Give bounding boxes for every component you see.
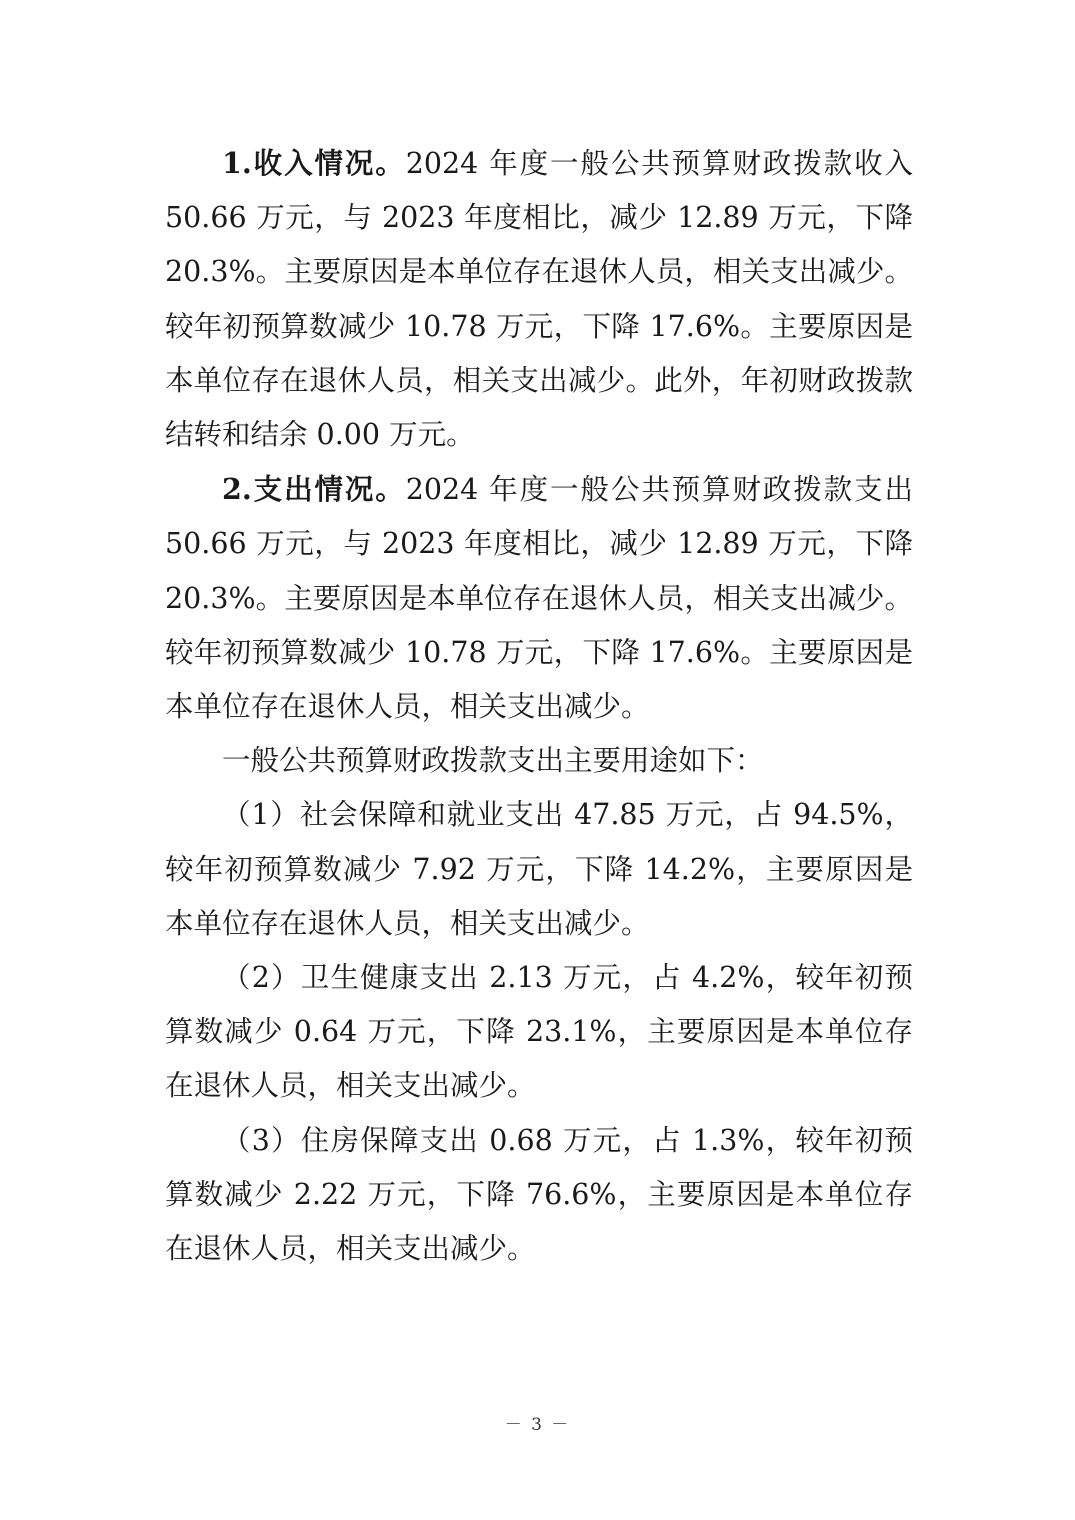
paragraph-lead: 2.支出情况。 xyxy=(222,472,406,507)
paragraph-social-security xyxy=(165,788,913,951)
paragraph-health xyxy=(165,951,913,1114)
paragraph-text: （2）卫生健康支出 2.13 万元，占 4.2%，较年初预算数减少 0.64 万元，下降 23.1%，主要原因是本单位存在退休人员，相关支出减少。 xyxy=(165,961,913,1103)
document-body xyxy=(165,136,913,1276)
paragraph-lead: 1.收入情况。 xyxy=(222,146,406,180)
paragraph-text: 2024 年度一般公共预算财政拨款收入 50.66 万元，与 2023 年度相比，减少 12.89 万元，下降 20.3%。主要原因是本单位存在退休人员，相关支出减少。较年初预算数减少 10.78 万元，下降 17.6%。主要原因是本单位存在退休人员，相关支出减少。此外，年初财政拨款结转和结余 0.00 万元。 xyxy=(165,147,913,452)
paragraph-income xyxy=(165,136,913,462)
paragraph-text: 2024 年度一般公共预算财政拨款支出 50.66 万元，与 2023 年度相比，减少 12.89 万元，下降 20.3%。主要原因是本单位存在退休人员，相关支出减少。较年初预算数减少 10.78 万元，下降 17.6%。主要原因是本单位存在退休人员，相关支出减少。 xyxy=(165,473,913,724)
page-number: － 3 － xyxy=(504,1415,571,1435)
paragraph-text: （3）住房保障支出 0.68 万元，占 1.3%，较年初预算数减少 2.22 万元，下降 76.6%，主要原因是本单位存在退休人员，相关支出减少。 xyxy=(165,1123,913,1266)
paragraph-text: 一般公共预算财政拨款支出主要用途如下： xyxy=(222,744,764,778)
paragraph-uses-intro xyxy=(165,734,913,788)
paragraph-housing xyxy=(165,1114,913,1277)
paragraph-expenditure xyxy=(165,462,913,734)
paragraph-text: （1）社会保障和就业支出 47.85 万元，占 94.5%，较年初预算数减少 7.92 万元，下降 14.2%，主要原因是本单位存在退休人员，相关支出减少。 xyxy=(165,798,913,940)
